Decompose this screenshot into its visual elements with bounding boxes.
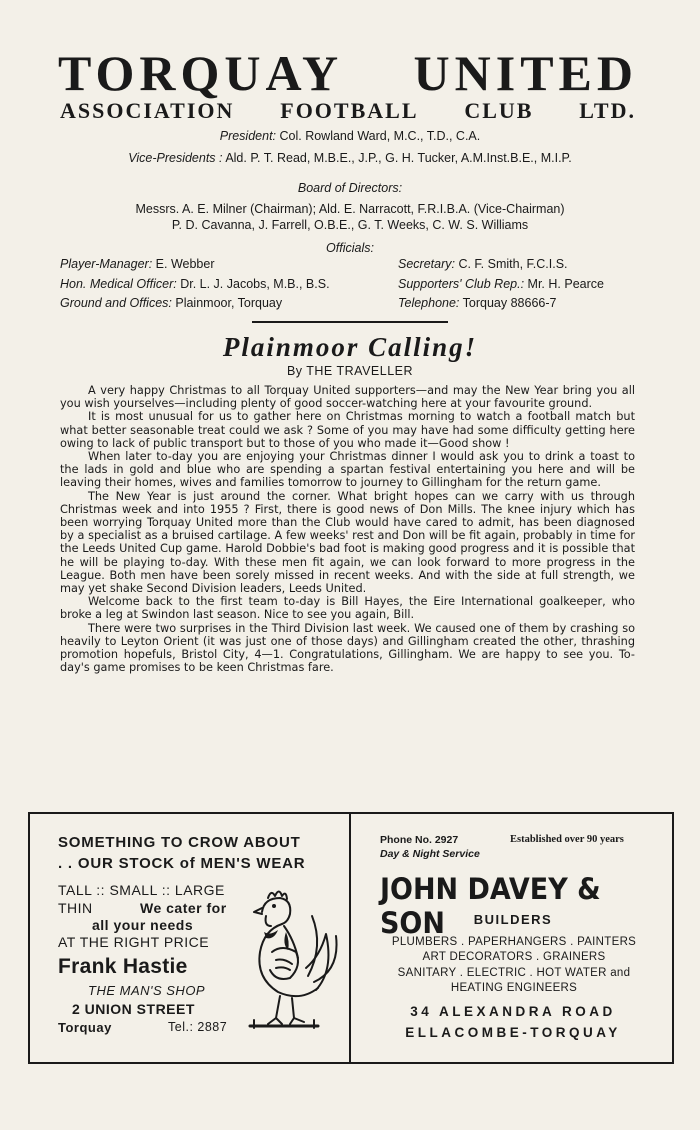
ad-town: Torquay [58,1020,112,1035]
president-name: Col. Rowland Ward, M.C., T.D., C.A. [279,129,481,143]
ad-company-name: JOHN DAVEY & SON [380,872,601,940]
frank-hastie-ad [58,832,338,874]
board-line-2: P. D. Cavanna, J. Farrell, O.B.E., G. T. Weeks, C. W. S. Williams [171,218,529,232]
divider-rule [252,321,448,323]
official-role: Player-Manager: [60,257,153,271]
club-subtitle [60,98,636,124]
club-name-word-2: UNITED [413,45,638,101]
article-paragraph: The New Year is just around the corner. What bright hopes can we carry with us through Christmas week and into 1955 ? First, there is good news of Don Mills. The knee injury which has been worrying Torquay United more than the Club would have cared to admit, has been diagnosed by a specialist as a bruised cartilage. A few weeks' rest and Don will be fit again, probably in time for the Leeds United Cup game. Harold Dobbie's bad foot is making good progress and it is possible that he will be playing to-day. With these men fit again, we can look forward to more progress in the League. Both men have been sorely missed in recent weeks. And with the side at full strength, we may yet shake Second Division leaders, Leeds United. [60,489,635,596]
official-name: Mr. H. Pearce [527,276,604,291]
rooster-icon [228,880,340,1032]
ad-sizes: TALL :: SMALL :: LARGE [58,882,225,898]
ad-address-2: ELLACOMBE-TORQUAY [405,1025,621,1040]
ad-established: Established over 90 years [510,834,624,845]
ad-address: 2 UNION STREET [72,1001,195,1017]
ad-shop-name: Frank Hastie [58,955,188,978]
ad-phone: Phone No. 2927 [380,834,459,846]
officials-label-text: Officials: [326,241,374,255]
official-name: C. F. Smith, F.C.I.S. [458,257,568,271]
subtitle-word: CLUB [464,98,534,123]
ad-headline-2: . . OUR STOCK of MEN'S WEAR [58,855,306,872]
ad-needs: all your needs [92,917,194,933]
article-body [60,384,635,674]
vice-presidents-names: Ald. P. T. Read, M.B.E., J.P., G. H. Tucker, A.M.Inst.B.E., M.I.P. [225,151,572,165]
ad-telephone: Tel.: 2887 [168,1020,228,1034]
subtitle-word: FOOTBALL [280,98,419,123]
ad-trade: BUILDERS [473,912,553,927]
ad-divider [349,812,351,1062]
official-role: Secretary: [398,257,455,271]
official-role: Telephone: [398,296,460,310]
officials-list [60,255,640,314]
ad-services-4: HEATING ENGINEERS [450,982,578,994]
ad-price: AT THE RIGHT PRICE [58,934,210,950]
ad-services-2: ART DECORATORS . GRAINERS [422,951,606,963]
officials-row [60,255,640,275]
officials-row [60,294,640,314]
ad-services-3: SANITARY . ELECTRIC . HOT WATER and [397,967,631,979]
article-title: Plainmoor Calling! [222,332,478,362]
president-label: President: [219,129,277,143]
president-line [20,128,680,144]
official-role: Ground and Offices: [60,296,172,310]
ad-thin: THIN [58,900,93,916]
official-name: Dr. L. J. Jacobs, M.B., B.S. [180,276,330,291]
club-name [58,44,638,102]
officials-row [60,275,640,295]
ad-headline-1: SOMETHING TO CROW ABOUT [58,834,301,851]
official-name: E. Webber [155,257,215,271]
vice-presidents-label: Vice-Presidents : [128,151,223,165]
board-label-text: Board of Directors: [297,181,403,195]
official-name: Plainmoor, Torquay [175,296,283,310]
article-paragraph: It is most unusual for us to gather here on Christmas morning to watch a football match but what better seasonable treat could we ask ? Some of you may have had some difficulty getting here owing to lack of public transport but to those of you who made it—Good show ! [60,410,635,450]
board-line-1: Messrs. A. E. Milner (Chairman); Ald. E. Narracott, F.R.I.B.A. (Vice-Chairman) [135,202,565,216]
officials-label [20,240,680,256]
article-paragraph: A very happy Christmas to all Torquay United supporters—and may the New Year bring you all you wish yourselves—including plenty of good soccer-watching here at your favourite ground. [60,384,635,411]
ad-cater: We cater for [140,900,227,916]
article-paragraph: There were two surprises in the Third Division last week. We caused one of them by crashing so heavily to Leyton Orient (it was just one of those days) and Gillingham created the other, thrashing promotion hopefuls, Bristol City, 4—1. Congratulations, Gillingham. We are happy to see you. To-day's game promises to be keen Christmas fare. [60,621,635,675]
article-byline: By THE TRAVELLER [286,364,414,378]
ad-services-1: PLUMBERS . PAPERHANGERS . PAINTERS [391,936,637,948]
subtitle-word: LTD. [579,98,636,123]
ad-address-1: 34 ALEXANDRA ROAD [410,1004,616,1019]
official-role: Hon. Medical Officer: [60,276,177,291]
vice-presidents-line [20,150,680,166]
ad-tagline: THE MAN'S SHOP [88,983,206,998]
article-paragraph: When later to-day you are enjoying your Christmas dinner I would ask you to drink a toast to the lads in gold and blue who are spending a spartan festival entertaining you here and will be leaving their homes, wives and families tomorrow to journey to Gillingham for the return game. [60,450,635,490]
official-name: Torquay 88666-7 [462,296,557,310]
board-label [20,180,680,196]
subtitle-word: ASSOCIATION [60,98,235,123]
ad-service: Day & Night Service [380,848,480,860]
official-role: Supporters' Club Rep.: [398,276,525,291]
article-paragraph: Welcome back to the first team to-day is Bill Hayes, the Eire International goalkeeper, who broke a leg at Swindon last season. Nice to see you again, Bill. [60,595,635,622]
club-name-word-1: TORQUAY [58,45,344,101]
